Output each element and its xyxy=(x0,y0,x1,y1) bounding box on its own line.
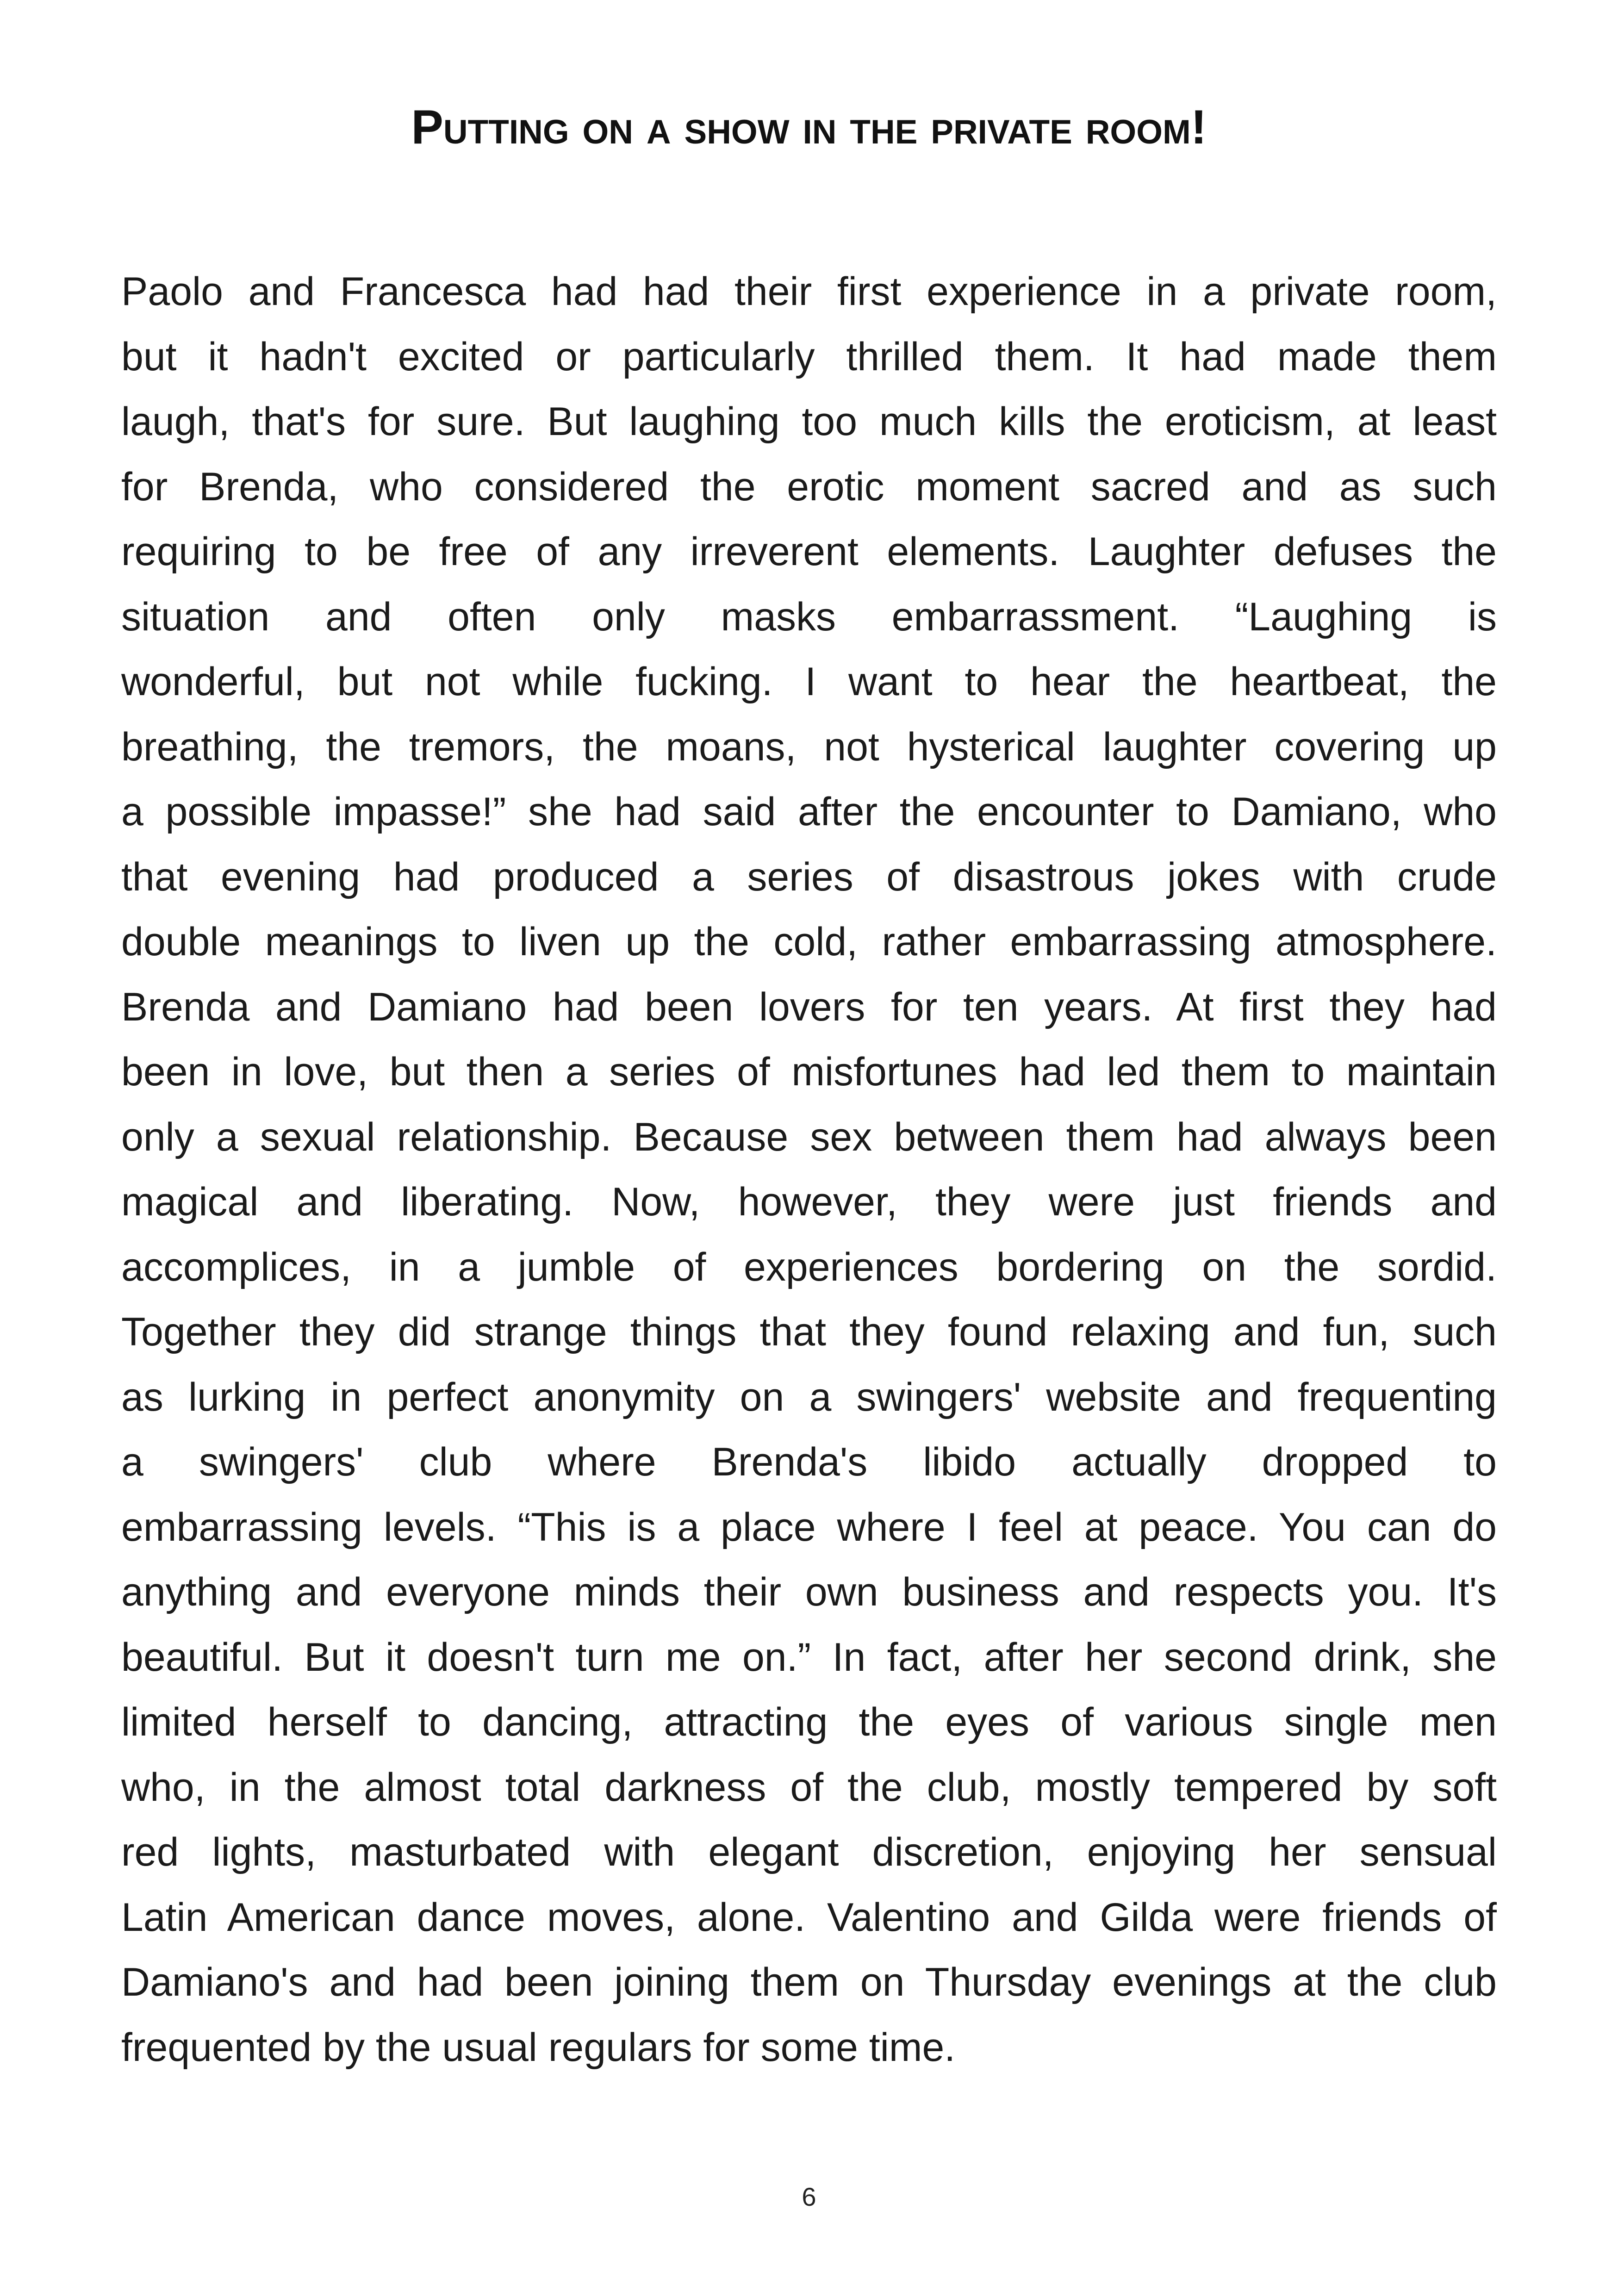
text-line: Latin American dance moves, alone. Valentino and Gilda were friends of xyxy=(121,1895,1497,1940)
text-line: limited herself to dancing, attracting the eyes of various single men xyxy=(121,1700,1497,1744)
text-line: a swingers' club where Brenda's libido actually dropped to xyxy=(121,1440,1497,1484)
text-line: that evening had produced a series of disastrous jokes with crude xyxy=(121,854,1497,899)
text-line: double meanings to liven up the cold, rather embarrassing atmosphere. xyxy=(121,920,1497,964)
text-line: as lurking in perfect anonymity on a swingers' website and frequenting xyxy=(121,1375,1497,1419)
body-paragraph xyxy=(121,259,1497,2080)
text-line: a possible impasse!” she had said after the encounter to Damiano, who xyxy=(121,790,1497,834)
text-line: magical and liberating. Now, however, they were just friends and xyxy=(121,1180,1497,1224)
text-line: Paolo and Francesca had had their first experience in a private room, xyxy=(121,269,1497,314)
text-line: frequented by the usual regulars for some time. xyxy=(121,2025,956,2070)
page-number: 6 xyxy=(802,2182,816,2211)
text-line: who, in the almost total darkness of the club, mostly tempered by soft xyxy=(121,1765,1497,1810)
text-line: situation and often only masks embarrassment. “Laughing is xyxy=(121,594,1497,639)
text-line: for Brenda, who considered the erotic moment sacred and as such xyxy=(121,464,1497,509)
text-line: but it hadn't excited or particularly thrilled them. It had made them xyxy=(121,334,1497,379)
chapter-title: Putting on a show in the private room! xyxy=(411,100,1207,154)
text-line: Damiano's and had been joining them on Thursday evenings at the club xyxy=(121,1960,1497,2004)
text-line: anything and everyone minds their own business and respects you. It's xyxy=(121,1570,1497,1614)
text-line: beautiful. But it doesn't turn me on.” In fact, after her second drink, she xyxy=(121,1635,1497,1680)
text-line: requiring to be free of any irreverent elements. Laughter defuses the xyxy=(121,529,1497,574)
text-line: red lights, masturbated with elegant discretion, enjoying her sensual xyxy=(121,1830,1497,1874)
text-line: breathing, the tremors, the moans, not hysterical laughter covering up xyxy=(121,724,1497,769)
text-line: laugh, that's for sure. But laughing too much kills the eroticism, at least xyxy=(121,399,1497,444)
text-line: been in love, but then a series of misfortunes had led them to maintain xyxy=(121,1050,1497,1094)
text-line: wonderful, but not while fucking. I want to hear the heartbeat, the xyxy=(121,660,1497,704)
text-line: Brenda and Damiano had been lovers for ten years. At first they had xyxy=(121,984,1497,1029)
text-line: accomplices, in a jumble of experiences bordering on the sordid. xyxy=(121,1244,1497,1289)
text-line: embarrassing levels. “This is a place where I feel at peace. You can do xyxy=(121,1505,1497,1549)
text-line: Together they did strange things that they found relaxing and fun, such xyxy=(121,1310,1497,1354)
text-line: only a sexual relationship. Because sex between them had always been xyxy=(121,1114,1497,1159)
